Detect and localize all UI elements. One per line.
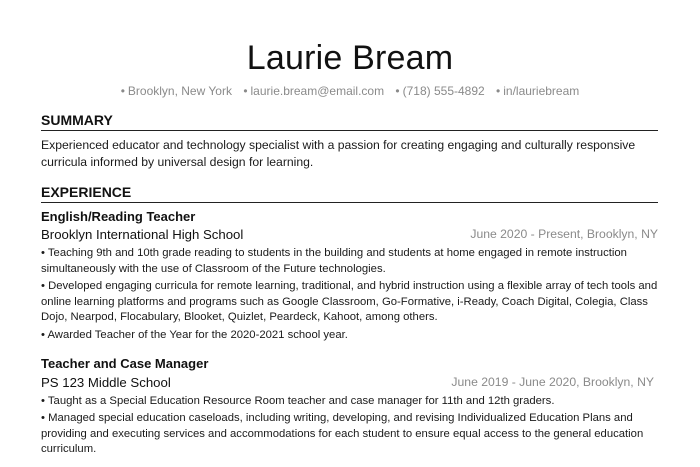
linkedin-text[interactable]: in/lauriebream [503, 84, 580, 98]
job-org-row [41, 374, 658, 391]
experience-heading: EXPERIENCE [41, 184, 658, 203]
contact-linkedin[interactable] [496, 84, 579, 98]
summary-text: Experienced educator and technology specialist with a passion for creating engaging and culturally responsive curricula informed by universal design for learning. [41, 138, 636, 169]
job-organization: PS 123 Middle School [41, 375, 171, 390]
contact-line [0, 83, 700, 99]
bullet-dot-icon: • [120, 84, 125, 98]
summary-heading: SUMMARY [41, 112, 658, 131]
job-bullet: • Awarded Teacher of the Year for the 2020-2021 school year. [41, 329, 348, 341]
job-bullet: • Developed engaging curricula for remote learning, traditional, and hybrid instruction using a flexible array of tech tools and online learning platforms and programs such as Google Classroom, Go-Formative, i-Ready, Coach Digital, Colegia, Class Dojo, Nearpod, Flocabulary, Blooket, Quizlet, Peardeck, Kahoot, among others. [41, 280, 658, 323]
bullet-dot-icon: • [395, 84, 400, 98]
job-title: English/Reading Teacher [41, 209, 196, 224]
candidate-name: Laurie Bream [246, 39, 454, 77]
phone-text: (718) 555-4892 [402, 84, 485, 98]
job-dates: June 2020 - Present, Brooklyn, NY [470, 227, 658, 241]
job-title: Teacher and Case Manager [41, 356, 209, 371]
job-bullet: • Managed special education caseloads, including writing, developing, and revising Individualized Education Plans and providing and executing services and accommodations for each student to ensure equal access to the general education curriculum. [41, 412, 644, 455]
bullet-dot-icon: • [496, 84, 501, 98]
bullet-dot-icon: • [243, 84, 248, 98]
location-text: Brooklyn, New York [127, 84, 232, 98]
job-dates: June 2019 - June 2020, Brooklyn, NY [451, 375, 654, 389]
job-org-row [41, 226, 658, 243]
email-text[interactable]: laurie.bream@email.com [250, 84, 385, 98]
job-organization: Brooklyn International High School [41, 227, 244, 242]
contact-email[interactable] [243, 84, 384, 98]
contact-location [121, 84, 232, 98]
job-bullet: • Teaching 9th and 10th grade reading to students in the building and students at home engaged in remote instruction simultaneously with the use of Classroom of the Future technologies. [41, 247, 627, 275]
job-bullet: • Taught as a Special Education Resource Room teacher and case manager for 11th and 12th graders. [41, 395, 555, 407]
contact-phone [395, 84, 484, 98]
